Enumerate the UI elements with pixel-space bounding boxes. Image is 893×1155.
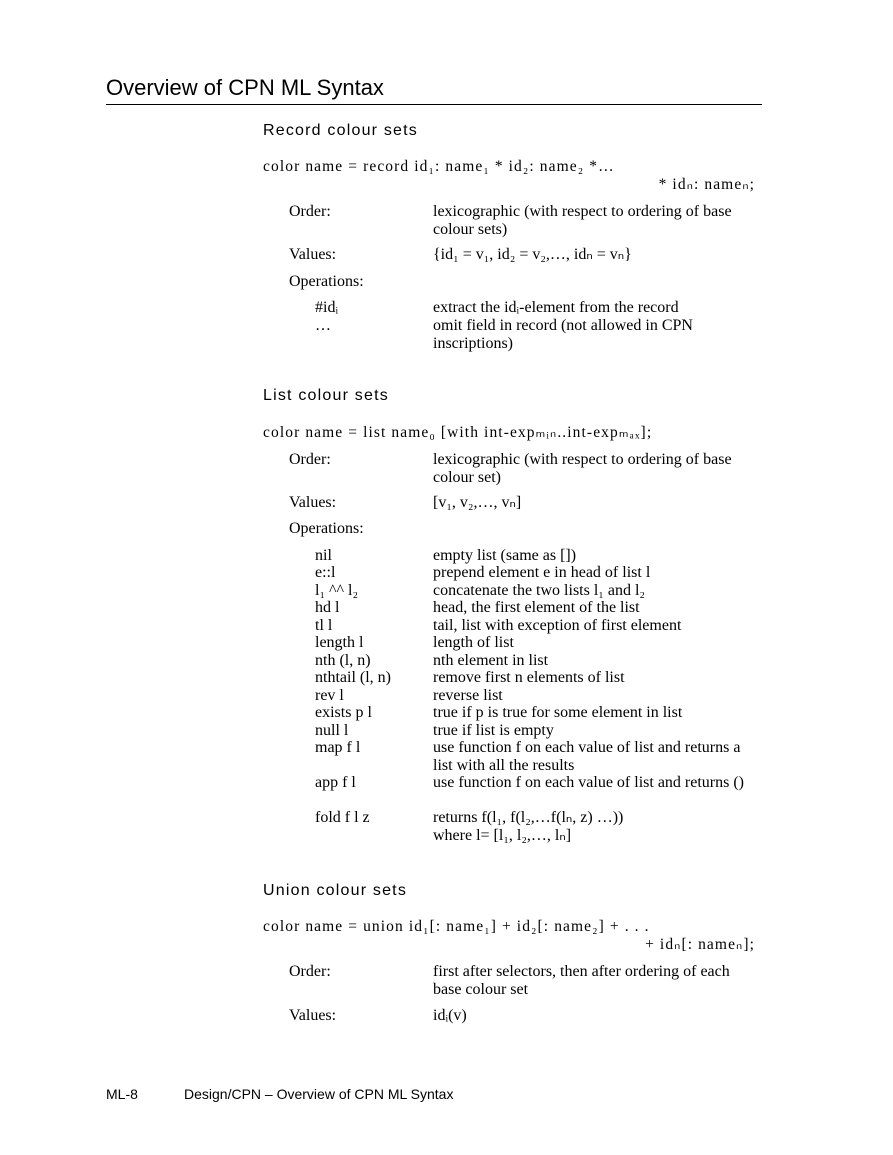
list-op-desc: prepend element e in head of list l: [433, 564, 651, 581]
record-op-name: …: [315, 317, 331, 334]
record-declaration-line1: color name = record id₁: name₁ * id₂: name₂ *…: [263, 158, 615, 175]
list-values-value: [v₁, v₂,…, vₙ]: [433, 494, 522, 511]
record-op-desc: omit field in record (not allowed in CPN inscriptions): [433, 317, 693, 352]
list-op-name: e::l: [315, 564, 336, 581]
list-op-desc: head, the first element of the list: [433, 599, 640, 616]
list-op-desc: concatenate the two lists l₁ and l₂: [433, 582, 645, 599]
list-section-heading: List colour sets: [263, 387, 389, 404]
record-order-label: Order:: [289, 203, 331, 220]
list-op-name: nil: [315, 547, 332, 564]
list-order-value: lexicographic (with respect to ordering of base colour set): [433, 451, 732, 486]
record-op-name: #idᵢ: [315, 299, 339, 316]
list-op-desc: use function f on each value of list and returns a list with all the results: [433, 739, 741, 774]
record-order-value: lexicographic (with respect to ordering of base colour sets): [433, 203, 732, 238]
list-op-name: nth (l, n): [315, 652, 371, 669]
union-declaration-line1: color name = union id₁[: name₁] + id₂[: name₂] + . . .: [263, 918, 650, 935]
page-title: Overview of CPN ML Syntax: [106, 75, 384, 100]
list-op-desc: reverse list: [433, 687, 503, 704]
list-order-label: Order:: [289, 451, 331, 468]
list-op-name: null l: [315, 722, 349, 739]
union-order-value: first after selectors, then after ordering of each base colour set: [433, 963, 730, 998]
union-values-label: Values:: [289, 1007, 337, 1024]
union-declaration-line2: + idₙ[: nameₙ];: [645, 936, 755, 953]
list-op-desc: true if list is empty: [433, 722, 554, 739]
record-section-heading: Record colour sets: [263, 122, 418, 139]
title-rule: [106, 104, 762, 105]
list-op-desc: tail, list with exception of first element: [433, 617, 682, 634]
list-op-name: length l: [315, 634, 364, 651]
list-op-desc: true if p is true for some element in list: [433, 704, 683, 721]
list-operations-label: Operations:: [289, 520, 364, 537]
list-op-desc: remove first n elements of list: [433, 669, 625, 686]
list-op-name: nthtail (l, n): [315, 669, 391, 686]
list-values-label: Values:: [289, 494, 337, 511]
list-op-name: hd l: [315, 599, 340, 616]
record-values-value: {id₁ = v₁, id₂ = v₂,…, idₙ = vₙ}: [433, 246, 632, 263]
list-op-name: map f l: [315, 739, 361, 756]
union-values-value: idᵢ(v): [433, 1007, 467, 1024]
record-op-desc: extract the idᵢ-element from the record: [433, 299, 679, 316]
list-op-desc: length of list: [433, 634, 514, 651]
footer-running-title: Design/CPN – Overview of CPN ML Syntax: [184, 1086, 454, 1102]
footer-page-number: ML-8: [106, 1086, 138, 1102]
record-values-label: Values:: [289, 246, 337, 263]
list-op-name: rev l: [315, 687, 344, 704]
list-op-desc: nth element in list: [433, 652, 549, 669]
list-declaration: color name = list name₀ [with int-expₘᵢₙ..int-expₘₐₓ];: [263, 424, 653, 441]
record-operations-label: Operations:: [289, 273, 364, 290]
list-op-desc: empty list (same as []): [433, 547, 577, 564]
record-declaration-line2: * idₙ: nameₙ;: [658, 176, 755, 193]
union-section-heading: Union colour sets: [263, 882, 408, 899]
list-op-desc: returns f(l₁, f(l₂,…f(lₙ, z) …)) where l= [l₁, l₂,…, lₙ]: [433, 809, 624, 844]
union-order-label: Order:: [289, 963, 331, 980]
list-op-name: app f l: [315, 774, 356, 791]
list-op-name: tl l: [315, 617, 333, 634]
list-op-name: fold f l z: [315, 809, 370, 826]
list-op-desc: use function f on each value of list and returns (): [433, 774, 745, 791]
list-op-name: l₁ ^^ l₂: [315, 582, 359, 599]
list-op-name: exists p l: [315, 704, 372, 721]
